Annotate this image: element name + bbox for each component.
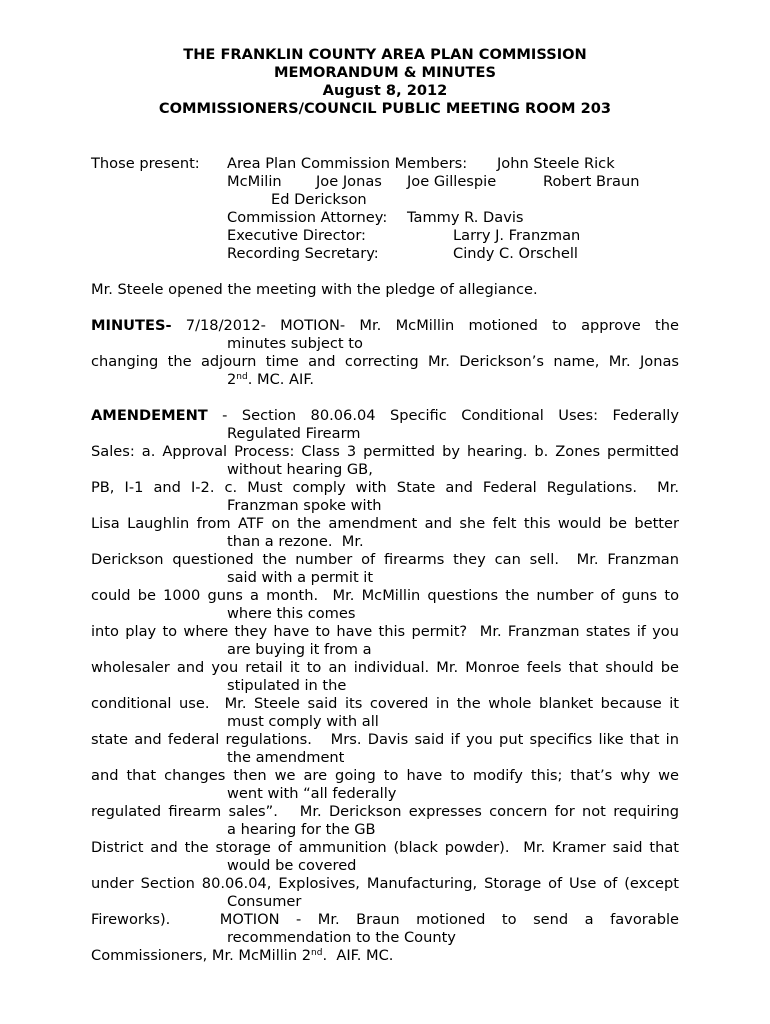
director-label: Executive Director: — [227, 227, 366, 244]
amendment-wrap: than a rezone. Mr. — [227, 533, 364, 550]
member-mcmilin: McMilin — [227, 173, 282, 190]
minutes-line2: minutes subject to — [227, 335, 363, 352]
meeting-location: COMMISSIONERS/COUNCIL PUBLIC MEETING ROOM 203 — [158, 100, 612, 117]
amendment-line: Sales: a. Approval Process: Class 3 permitted by hearing. b. Zones permitted — [91, 443, 679, 460]
amendment-line: AMENDEMENT - Section 80.06.04 Specific Conditional Uses: Federally — [91, 407, 679, 424]
amendment-wrap: must comply with all — [227, 713, 379, 730]
amendment-heading: AMENDEMENT — [91, 407, 208, 424]
amendment-line: wholesaler and you retail it to an individual. Mr. Monroe feels that should be — [91, 659, 679, 676]
opening-statement: Mr. Steele opened the meeting with the pledge of allegiance. — [91, 281, 538, 298]
amendment-wrap: without hearing GB, — [227, 461, 373, 478]
member-jonas: Joe Jonas — [316, 173, 382, 190]
amendment-wrap: would be covered — [227, 857, 357, 874]
minutes-heading: MINUTES- — [91, 317, 172, 334]
amendment-wrap: a hearing for the GB — [227, 821, 376, 838]
attorney-label: Commission Attorney: — [227, 209, 388, 226]
amendment-line: Lisa Laughlin from ATF on the amendment and she felt this would be better — [91, 515, 679, 532]
minutes-line4: 2nd. MC. AIF. — [227, 371, 315, 388]
minutes-line3: changing the adjourn time and correcting Mr. Derickson’s name, Mr. Jonas — [91, 353, 679, 370]
doc-subtitle: MEMORANDUM & MINUTES — [274, 64, 496, 81]
secretary-name: Cindy C. Orschell — [453, 245, 578, 262]
secretary-label: Recording Secretary: — [227, 245, 379, 262]
amendment-wrap: Franzman spoke with — [227, 497, 382, 514]
present-label: Those present: — [91, 155, 200, 172]
member-braun: Robert Braun — [543, 173, 640, 190]
amendment-line: regulated firearm sales”. Mr. Derickson expresses concern for not requiring — [91, 803, 679, 820]
amendment-line: into play to where they have to have this permit? Mr. Franzman states if you — [91, 623, 679, 640]
amendment-line: could be 1000 guns a month. Mr. McMillin questions the number of guns to — [91, 587, 679, 604]
meeting-date: August 8, 2012 — [322, 82, 448, 99]
minutes-line1: MINUTES- 7/18/2012- MOTION- Mr. McMillin motioned to approve the — [91, 317, 679, 334]
amendment-wrap: where this comes — [227, 605, 356, 622]
members-label: Area Plan Commission Members: — [227, 155, 468, 172]
attorney-name: Tammy R. Davis — [407, 209, 524, 226]
member-derickson: Ed Derickson — [271, 191, 367, 208]
amendment-wrap: Regulated Firearm — [227, 425, 361, 442]
amendment-line: under Section 80.06.04, Explosives, Manufacturing, Storage of Use of (except — [91, 875, 679, 892]
amendment-wrap: are buying it from a — [227, 641, 372, 658]
member-gillespie: Joe Gillespie — [407, 173, 497, 190]
amendment-wrap: stipulated in the — [227, 677, 347, 694]
amendment-line: and that changes then we are going to have to modify this; that’s why we — [91, 767, 679, 784]
amendment-wrap: went with “all federally — [227, 785, 397, 802]
amendment-line: Derickson questioned the number of firearms they can sell. Mr. Franzman — [91, 551, 679, 568]
amendment-line: state and federal regulations. Mrs. Davis said if you put specifics like that in — [91, 731, 679, 748]
amendment-line: conditional use. Mr. Steele said its covered in the whole blanket because it — [91, 695, 679, 712]
members-line1: John Steele Rick — [497, 155, 615, 172]
amendment-line: Fireworks). MOTION - Mr. Braun motioned to send a favorable — [91, 911, 679, 928]
amendment-wrap: recommendation to the County — [227, 929, 456, 946]
director-name: Larry J. Franzman — [453, 227, 581, 244]
doc-title: THE FRANKLIN COUNTY AREA PLAN COMMISSION — [183, 46, 587, 63]
amendment-wrap: Consumer — [227, 893, 302, 910]
amendment-wrap: said with a permit it — [227, 569, 374, 586]
amendment-line: District and the storage of ammunition (black powder). Mr. Kramer said that — [91, 839, 679, 856]
amendment-wrap: the amendment — [227, 749, 345, 766]
amendment-last-line: Commissioners, Mr. McMillin 2nd. AIF. MC. — [91, 947, 394, 964]
amendment-line: PB, I-1 and I-2. c. Must comply with State and Federal Regulations. Mr. — [91, 479, 679, 496]
